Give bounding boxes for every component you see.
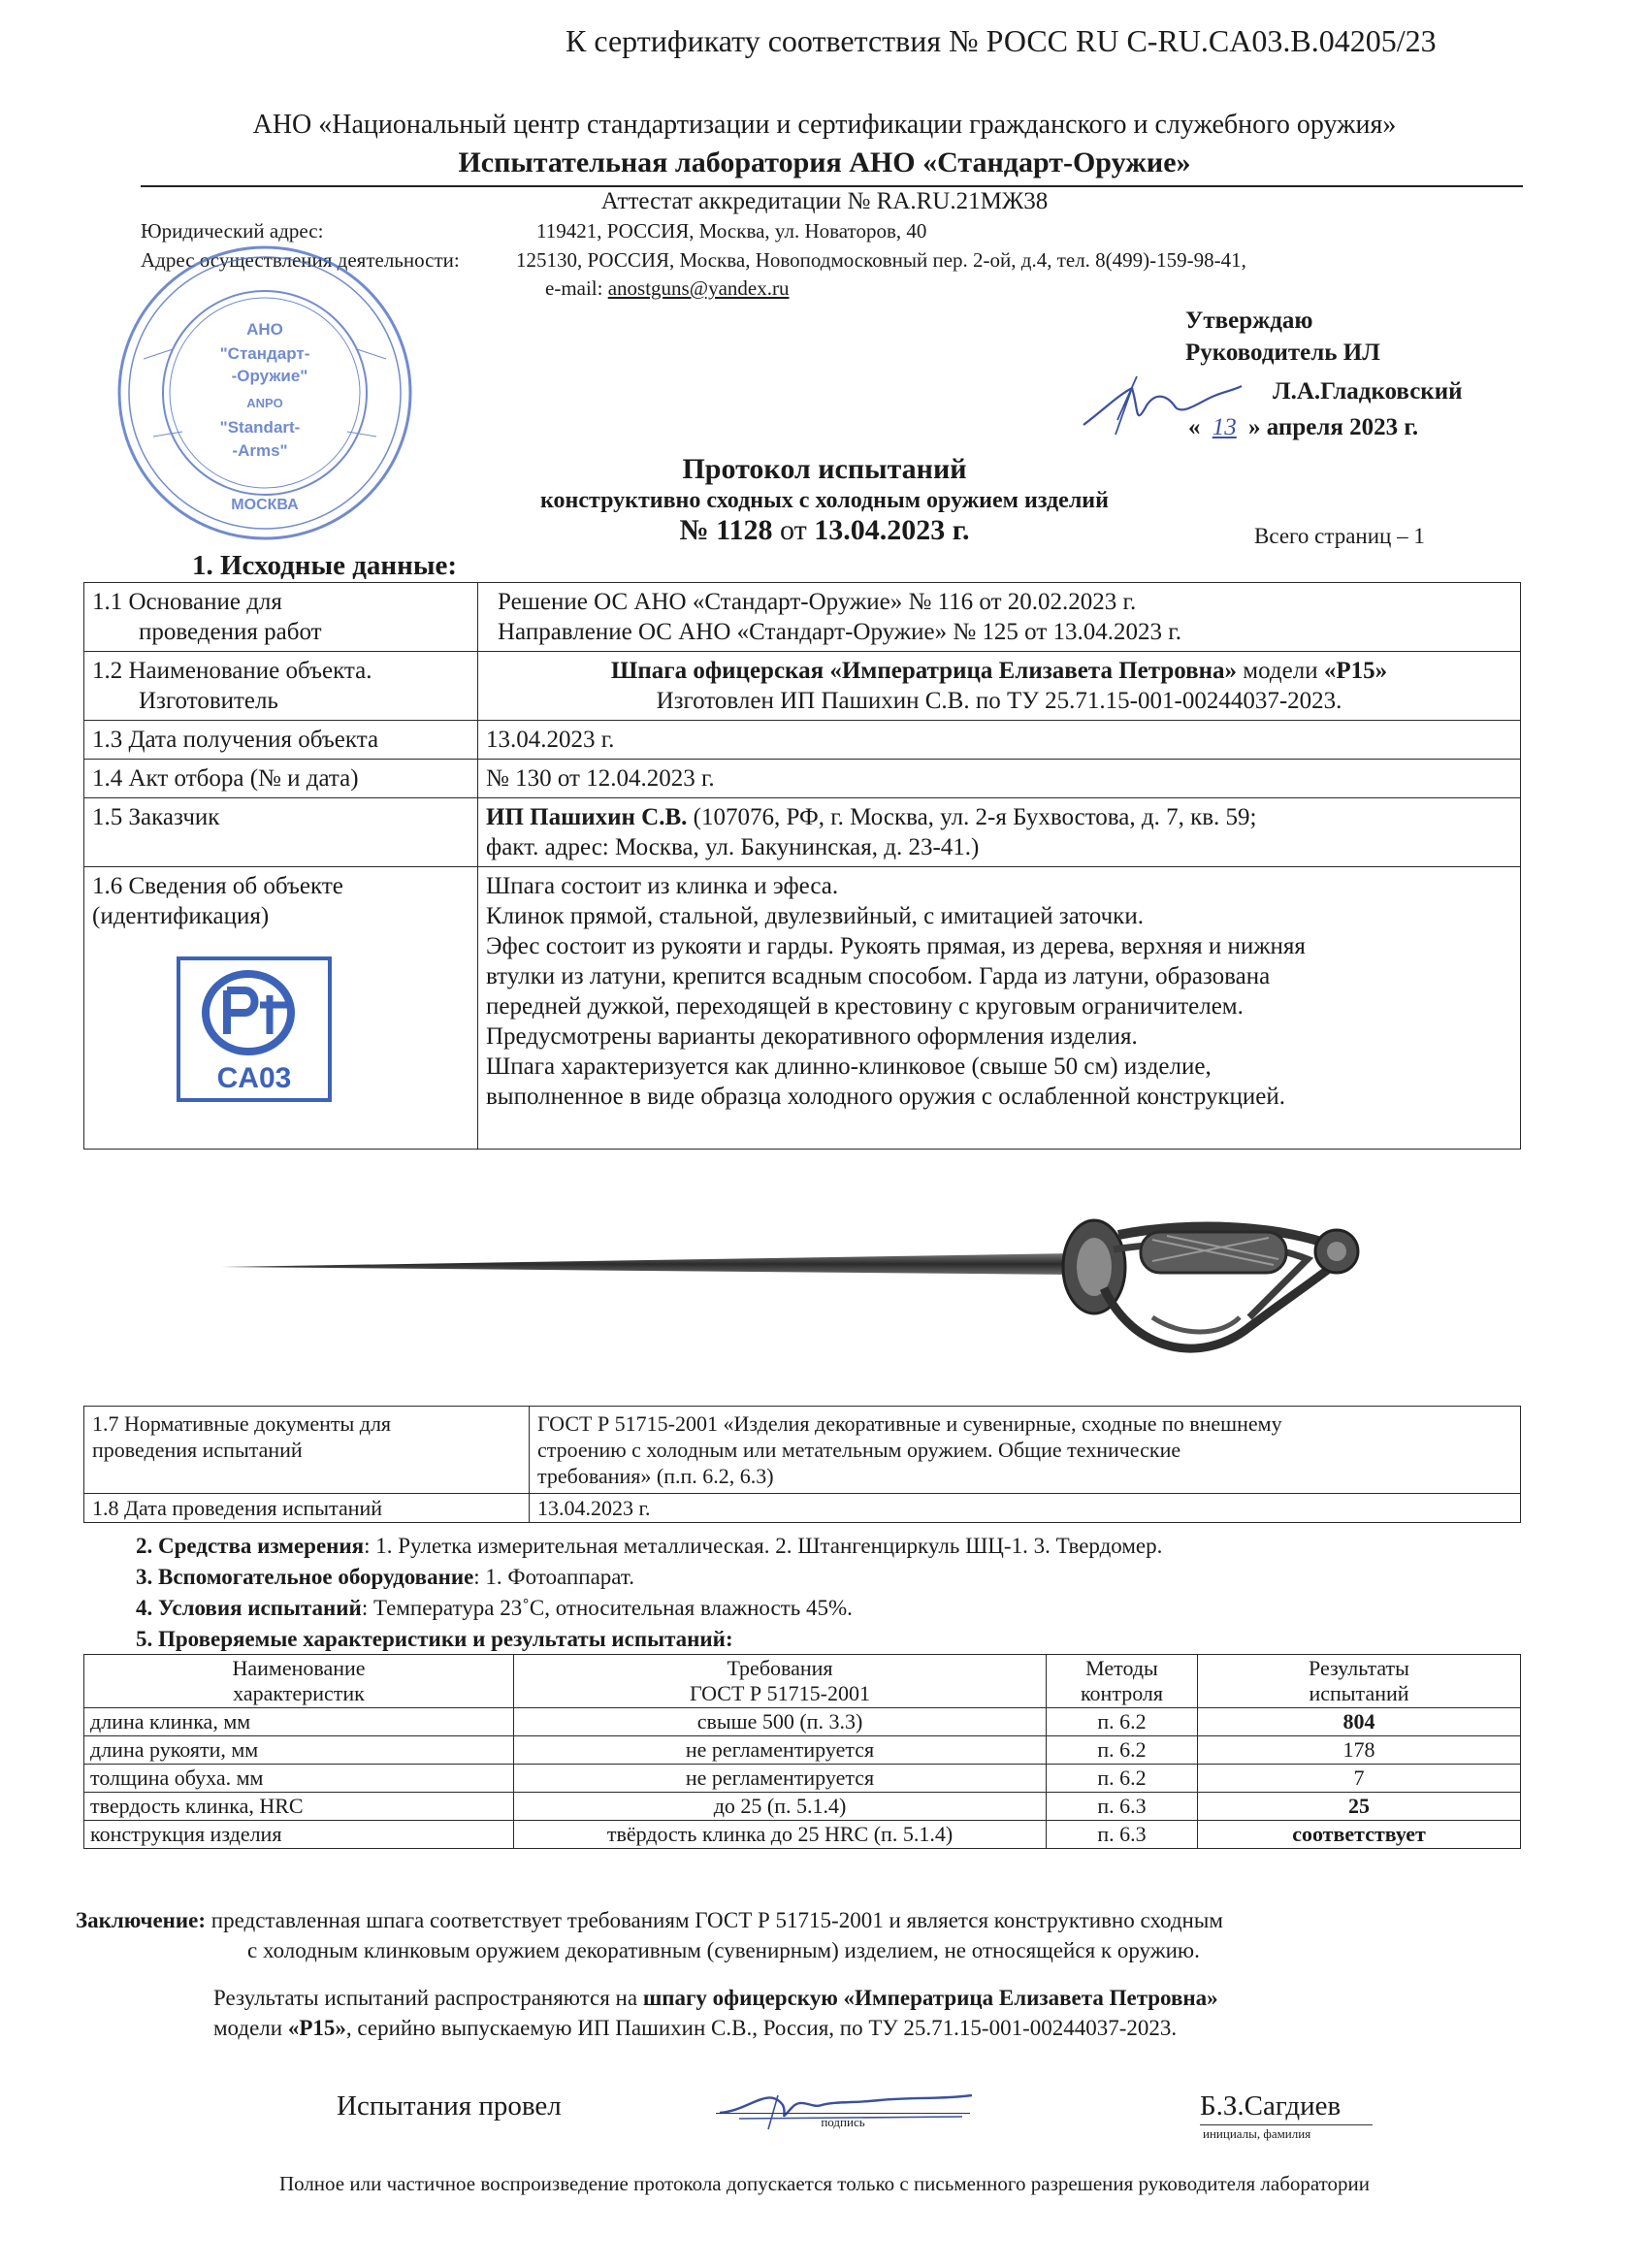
row-1-4 — [84, 760, 1521, 798]
initial-data-table — [83, 582, 1521, 1150]
result-requirement: не регламентируется — [514, 1765, 1047, 1793]
conclusion-label: Заключение: — [76, 1908, 207, 1932]
table-row — [84, 1736, 1521, 1765]
row-1-2-label-2: Изготовитель — [139, 688, 278, 714]
approval-signature — [1079, 367, 1244, 444]
email-label: e-mail: — [545, 276, 603, 300]
row-1-7-value-2: строению с холодным или метательным оружием. Общие технические — [537, 1438, 1181, 1462]
protocol-date: 13.04.2023 г. — [814, 514, 970, 546]
row-1-1-label-1: 1.1 Основание для — [92, 589, 282, 615]
object-name: Шпага офицерская «Императрица Елизавета Петровна» — [610, 658, 1238, 684]
header-result-1: Результаты — [1309, 1656, 1409, 1680]
result-requirement: твёрдость клинка до 25 HRC (п. 5.1.4) — [514, 1821, 1047, 1849]
approval-role: Руководитель ИЛ — [1185, 340, 1380, 366]
result-name: длина клинка, мм — [84, 1708, 514, 1736]
header-req-2: ГОСТ Р 51715-2001 — [689, 1681, 870, 1705]
row-1-7-label-1: 1.7 Нормативные документы для — [92, 1411, 392, 1436]
results-header-row — [84, 1655, 1521, 1708]
result-value: 804 — [1198, 1708, 1521, 1736]
email-line — [545, 276, 789, 301]
row-1-6-label-1: 1.6 Сведения об объекте — [92, 873, 343, 899]
row-1-4-value: № 130 от 12.04.2023 г. — [478, 760, 1521, 798]
normative-table — [83, 1406, 1521, 1523]
signature-label: Испытания провел — [337, 2090, 562, 2122]
laboratory-name: Испытательная лаборатория АНО «Стандарт-Оружие» — [458, 146, 1191, 178]
header-req-1: Требования — [727, 1656, 833, 1680]
result-value: 178 — [1198, 1736, 1521, 1765]
scope-model: «Р15» — [287, 2016, 346, 2040]
sword-photo — [221, 1182, 1385, 1395]
protocol-subtitle: конструктивно сходных с холодным оружием изделий — [540, 488, 1109, 513]
protocol-title: Протокол испытаний — [682, 453, 967, 485]
object-description-line: передней дужкой, переходящей в крестовину с круговым ограничителем. — [486, 993, 1244, 1020]
result-method: п. 6.3 — [1047, 1793, 1198, 1821]
conclusion-text-1: представленная шпага соответствует требованиям ГОСТ Р 51715-2001 и является конструктивно сходным — [206, 1908, 1223, 1932]
result-name: твердость клинка, HRC — [84, 1793, 514, 1821]
row-1-1-value-1: Решение ОС АНО «Стандарт-Оружие» № 116 от 20.02.2023 г. — [498, 589, 1137, 615]
certification-mark-logo — [177, 956, 332, 1102]
result-name: длина рукояти, мм — [84, 1736, 514, 1765]
row-1-1-label-2: проведения работ — [139, 619, 322, 645]
scope-model-text: модели — [213, 2016, 288, 2040]
organization-name: АНО «Национальный центр стандартизации и сертификации гражданского и служебного оружия» — [252, 110, 1397, 140]
activity-address-label: Адрес осуществления деятельности: — [141, 248, 460, 272]
scope-line-2 — [213, 2016, 1177, 2041]
scope-product: шпагу офицерскую «Императрица Елизавета Петровна» — [642, 1986, 1218, 2010]
section-3-title: 3. Вспомогательное оборудование — [136, 1565, 474, 1589]
result-name: толщина обуха. мм — [84, 1765, 514, 1793]
object-description-line: Клинок прямой, стальной, двулезвийный, с имитацией заточки. — [486, 903, 1144, 929]
result-requirement: до 25 (п. 5.1.4) — [514, 1793, 1047, 1821]
protocol-from: от — [780, 514, 807, 546]
result-method: п. 6.2 — [1047, 1736, 1198, 1765]
approval-date-rest: » апреля 2023 г. — [1248, 414, 1419, 440]
approval-date-day: 13 — [1212, 414, 1237, 440]
result-method: п. 6.3 — [1047, 1821, 1198, 1849]
customer-name: ИП Пашихин С.В. — [486, 804, 688, 830]
row-1-7-value-1: ГОСТ Р 51715-2001 «Изделия декоративные и сувенирные, сходные по внешнему — [537, 1411, 1282, 1436]
object-description-line: втулки из латуни, крепится всадным способом. Гарда из латуни, образована — [486, 963, 1271, 989]
scope-text: Результаты испытаний распространяются на — [213, 1986, 643, 2010]
seal-text-oruzhie: -Оружие" — [231, 367, 308, 385]
header-result-2: испытаний — [1309, 1681, 1409, 1705]
seal-text-standart-en: "Standart- — [219, 418, 301, 437]
table-row — [84, 1765, 1521, 1793]
seal-text-city: МОСКВА — [231, 497, 299, 513]
seal-text-ano: АНО — [246, 320, 283, 339]
table-row — [84, 1708, 1521, 1736]
legal-address: 119421, РОССИЯ, Москва, ул. Новаторов, 40 — [536, 219, 927, 243]
row-1-3 — [84, 721, 1521, 760]
section-2-title: 2. Средства измерения — [136, 1534, 365, 1558]
signature-line — [716, 2113, 970, 2114]
section-3-text: : 1. Фотоаппарат. — [473, 1565, 634, 1589]
row-1-6 — [84, 867, 1521, 1150]
row-1-4-label: 1.4 Акт отбора (№ и дата) — [84, 760, 478, 798]
row-1-7-label-2: проведения испытаний — [92, 1438, 303, 1462]
page-count: Всего страниц – 1 — [1254, 524, 1425, 548]
approval-date-open: « — [1188, 414, 1201, 440]
accreditation: Аттестат аккредитации № RA.RU.21МЖ38 — [600, 188, 1049, 214]
scope-line-1 — [213, 1986, 1218, 2011]
row-1-6-label-2: (идентификация) — [92, 903, 270, 929]
row-1-3-value: 13.04.2023 г. — [478, 721, 1521, 760]
result-method: п. 6.2 — [1047, 1765, 1198, 1793]
email-link[interactable]: anostguns@yandex.ru — [607, 276, 790, 300]
row-1-7 — [84, 1407, 1521, 1494]
row-1-5-value-2: факт. адрес: Москва, ул. Бакунинская, д. 23-41.) — [486, 834, 980, 860]
object-description-line: Эфес состоит из рукояти и гарды. Рукоять прямая, из дерева, верхняя и нижняя — [486, 933, 1306, 959]
conclusion — [76, 1908, 1223, 1933]
scope-rest: , серийно выпускаемую ИП Пашихин С.В., Россия, по ТУ 25.71.15-001-00244037-2023. — [345, 2016, 1178, 2040]
row-1-2-value-2: Изготовлен ИП Пашихин С.В. по ТУ 25.71.15-001-00244037-2023. — [656, 688, 1342, 714]
legal-address-label: Юридический адрес: — [141, 219, 324, 243]
row-1-8-value: 13.04.2023 г. — [530, 1494, 1521, 1523]
header-method-2: контроля — [1080, 1681, 1164, 1705]
conclusion-text-2: с холодным клинковым оружием декоративным (сувенирным) изделием, не относящейся к оружию. — [247, 1938, 1200, 1962]
result-requirement: свыше 500 (п. 3.3) — [514, 1708, 1047, 1736]
section-4-title: 4. Условия испытаний — [136, 1596, 362, 1620]
certificate-reference: К сертификату соответствия № РОСС RU C-RU.CA03.B.04205/23 — [566, 23, 1437, 58]
signature-caption: подпись — [821, 2115, 865, 2129]
row-1-2 — [84, 652, 1521, 721]
approval-name: Л.А.Гладковский — [1273, 378, 1463, 405]
section-4 — [136, 1596, 853, 1621]
section-3 — [136, 1565, 634, 1590]
section-2-text: : 1. Рулетка измерительная металлическая. 2. Штангенциркуль ШЦ-1. 3. Твердомер. — [364, 1534, 1163, 1558]
result-method: п. 6.2 — [1047, 1708, 1198, 1736]
object-description-line: Шпага характеризуется как длинно-клинковое (свыше 50 см) изделие, — [486, 1053, 1212, 1080]
header-name-1: Наименование — [232, 1656, 366, 1680]
table-row — [84, 1821, 1521, 1849]
object-model-text: модели — [1237, 658, 1324, 684]
row-1-5-value-1 — [486, 802, 1512, 832]
activity-address: 125130, РОССИЯ, Москва, Новоподмосковный пер. 2-ой, д.4, тел. 8(499)-159-98-41, — [516, 248, 1246, 272]
row-1-2-label-1: 1.2 Наименование объекта. — [92, 658, 372, 684]
tester-name: Б.З.Сагдиев — [1200, 2090, 1342, 2122]
row-1-5-label: 1.5 Заказчик — [84, 798, 478, 867]
protocol-number-value: № 1128 — [679, 514, 773, 546]
results-table — [83, 1654, 1521, 1849]
object-model: «Р15» — [1323, 658, 1388, 684]
seal-text-anpo: ANPO — [246, 396, 283, 410]
result-value: соответствует — [1198, 1821, 1521, 1849]
section-2 — [136, 1534, 1162, 1559]
name-line — [1200, 2124, 1373, 2125]
row-1-7-value-3: требования» (п.п. 6.2, 6.3) — [537, 1464, 774, 1488]
row-1-8 — [84, 1494, 1521, 1523]
object-description-line: выполненное в виде образца холодного оружия с ослабленной конструкцией. — [486, 1084, 1285, 1110]
certification-mark-code: CA03 — [216, 1062, 292, 1094]
footer-note: Полное или частичное воспроизведение протокола допускается только с письменного разрешения руководителя лаборатории — [278, 2172, 1371, 2195]
result-value: 25 — [1198, 1793, 1521, 1821]
sword-blade — [221, 1253, 1075, 1275]
row-1-1 — [84, 583, 1521, 652]
customer-address: (107076, РФ, г. Москва, ул. 2-я Бухвостова, д. 7, кв. 59; — [687, 804, 1257, 830]
row-1-8-label: 1.8 Дата проведения испытаний — [84, 1494, 530, 1523]
row-1-3-label: 1.3 Дата получения объекта — [84, 721, 478, 760]
seal-text-standart: "Стандарт- — [219, 344, 310, 363]
object-description-line: Предусмотрены варианты декоративного оформления изделия. — [486, 1023, 1138, 1050]
approval-title: Утверждаю — [1185, 308, 1313, 334]
row-1-2-value-1 — [486, 656, 1512, 686]
result-name: конструкция изделия — [84, 1821, 514, 1849]
header-name-2: характеристик — [233, 1681, 365, 1705]
result-requirement: не регламентируется — [514, 1736, 1047, 1765]
row-1-5 — [84, 798, 1521, 867]
result-value: 7 — [1198, 1765, 1521, 1793]
header-divider — [141, 185, 1523, 187]
seal-text-arms: -Arms" — [232, 441, 288, 460]
object-description-line: Шпага состоит из клинка и эфеса. — [486, 873, 839, 899]
section-4-text: : Температура 23˚С, относительная влажность 45%. — [361, 1596, 853, 1620]
name-caption: инициалы, фамилия — [1203, 2126, 1311, 2141]
section-1-title: 1. Исходные данные: — [192, 550, 458, 581]
section-5-title: 5. Проверяемые характеристики и результаты испытаний: — [136, 1627, 733, 1651]
table-row — [84, 1793, 1521, 1821]
row-1-1-value-2: Направление ОС АНО «Стандарт-Оружие» № 125 от 13.04.2023 г. — [498, 619, 1181, 645]
header-method-1: Методы — [1085, 1656, 1158, 1680]
